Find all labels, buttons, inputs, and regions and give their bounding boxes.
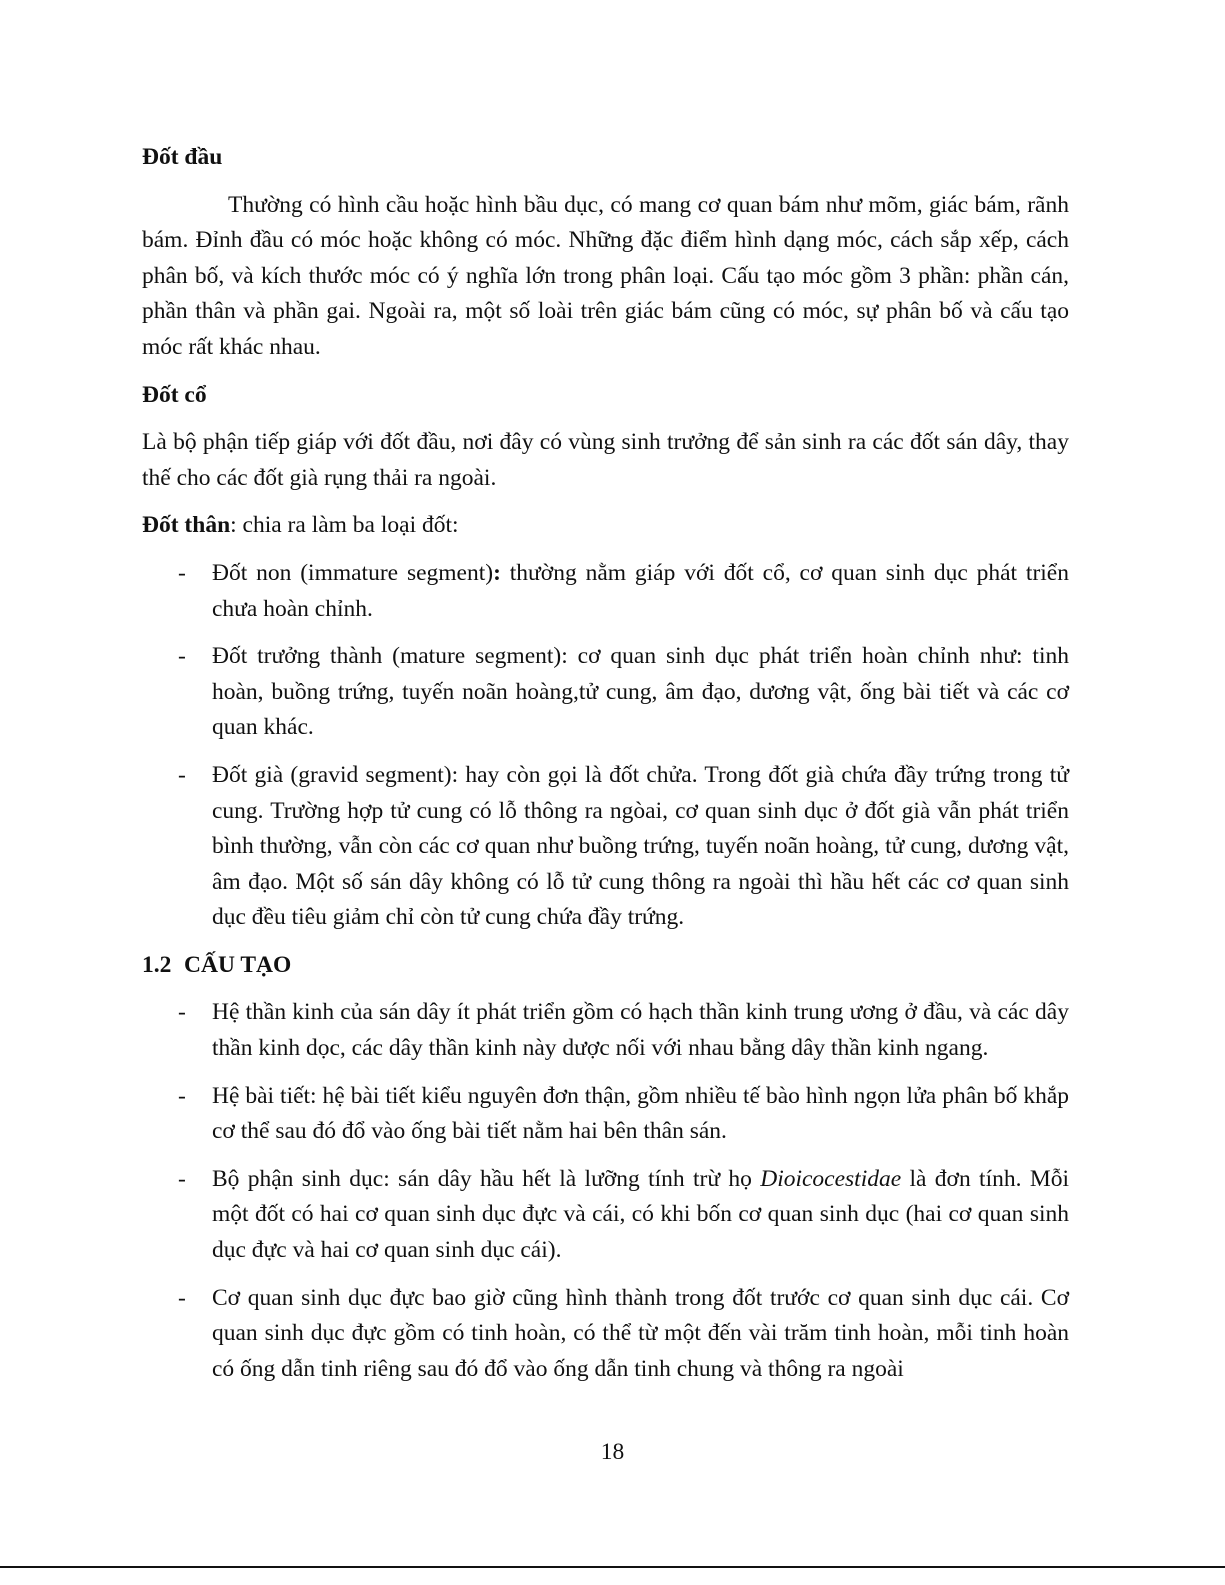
- list-item: [142, 556, 1069, 627]
- list-item: [142, 639, 1069, 746]
- dot-than-intro-text: : chia ra làm ba loại đốt:: [230, 512, 459, 539]
- cau-tao-list: [142, 995, 1069, 1387]
- taxon-name: Dioicocestidae: [760, 1165, 902, 1192]
- paragraph-dot-dau: Thường có hình cầu hoặc hình bầu dục, có mang cơ quan bám như mõm, giác bám, rãnh bám. Đỉnh đầu có móc hoặc không có móc. Những đặc điểm hình dạng móc, cách sắp xếp, cách phân bố, và kích thước móc có ý nghĩa lớn trong phân loại. Cấu tạo móc gồm 3 phần: phần cán, phần thân và phần gai. Ngoài ra, một số loài trên giác bám cũng có móc, sự phân bố và cấu tạo móc rất khác nhau.: [142, 191, 1069, 360]
- heading-dot-co: Đốt cổ: [142, 381, 207, 408]
- list-item-text: Hệ bài tiết: hệ bài tiết kiểu nguyên đơn thận, gồm nhiều tế bào hình ngọn lửa phân bố khắp cơ thể sau đó đổ vào ống bài tiết nằm hai bên thân sán.: [212, 1082, 1069, 1145]
- list-item-text: Đốt già (gravid segment): hay còn gọi là đốt chửa. Trong đốt già chứa đầy trứng trong tử cung. Trường hợp tử cung có lỗ thông ra ngòai, cơ quan sinh dục ở đốt già vẫn phát triển bình thường, vẫn còn các cơ quan như buồng trứng, tuyến noãn hoàng, tử cung, dương vật, âm đạo. Một số sán dây không có lỗ tử cung thông ra ngoài thì hầu hết các cơ quan sinh dục đều tiêu giảm chỉ còn tử cung chứa đầy trứng.: [212, 761, 1069, 931]
- section-number: 1.2: [142, 951, 172, 978]
- heading-dot-dau: Đốt đầu: [142, 144, 223, 170]
- paragraph-dot-than-intro: [142, 508, 1069, 544]
- list-item-text-before: Bộ phận sinh dục: sán dây hầu hết là lưỡng tính trừ họ: [212, 1165, 761, 1192]
- page-number: 18: [600, 1439, 625, 1465]
- list-dash: -: [178, 761, 186, 788]
- list-item-text: thường nằm giáp với đốt cổ, cơ quan sinh dục phát triển chưa hoàn chỉnh.: [212, 559, 1069, 622]
- list-dash: -: [178, 559, 186, 586]
- section-title-cau-tao: [142, 948, 1069, 984]
- list-item: [142, 758, 1069, 936]
- list-dash: -: [178, 999, 186, 1026]
- list-item-lead: Đốt non (immature segment): [212, 559, 494, 586]
- section-title-text: CẤU TẠO: [184, 951, 292, 978]
- list-item-text-after: là đơn tính. Mỗi một đốt có hai cơ quan sinh dục đực và cái, có khi bốn cơ quan sinh dục (hai cơ quan sinh dục đực và hai cơ quan sinh dục cái).: [212, 1165, 1069, 1264]
- list-item: [142, 1162, 1069, 1269]
- page-content: [142, 140, 1069, 1387]
- dot-than-list: [142, 556, 1069, 936]
- paragraph-dot-co: Là bộ phận tiếp giáp với đốt đầu, nơi đây có vùng sinh trưởng để sản sinh ra các đốt sán dây, thay thế cho các đốt già rụng thải ra ngoài.: [142, 429, 1069, 491]
- list-item-colon: :: [493, 559, 501, 586]
- list-item-text: Hệ thần kinh của sán dây ít phát triển gồm có hạch thần kinh trung ương ở đầu, và các dây thần kinh dọc, các dây thần kinh này dược nối với nhau bằng dây thần kinh ngang.: [212, 999, 1069, 1062]
- list-item: [142, 995, 1069, 1066]
- list-dash: -: [178, 1082, 186, 1109]
- list-item-text: Đốt trưởng thành (mature segment): cơ quan sinh dục phát triển hoàn chỉnh như: tinh hoàn, buồng trứng, tuyến noãn hoàng,tử cung, âm đạo, dương vật, ống bài tiết và các cơ quan khác.: [212, 643, 1069, 741]
- list-dash: -: [178, 1284, 186, 1311]
- list-dash: -: [178, 643, 186, 670]
- list-item: [142, 1281, 1069, 1388]
- heading-dot-than: Đốt thân: [142, 512, 231, 539]
- list-item-text: Cơ quan sinh dục đực bao giờ cũng hình thành trong đốt trước cơ quan sinh dục cái. Cơ quan sinh dục đực gồm có tinh hoàn, có thể từ một đến vài trăm tinh hoàn, mỗi tinh hoàn có ống dẫn tinh riêng sau đó đổ vào ống dẫn tinh chung và thông ra ngoài: [212, 1284, 1069, 1382]
- list-dash: -: [178, 1165, 186, 1192]
- list-item: [142, 1079, 1069, 1150]
- bottom-divider: [0, 1566, 1225, 1568]
